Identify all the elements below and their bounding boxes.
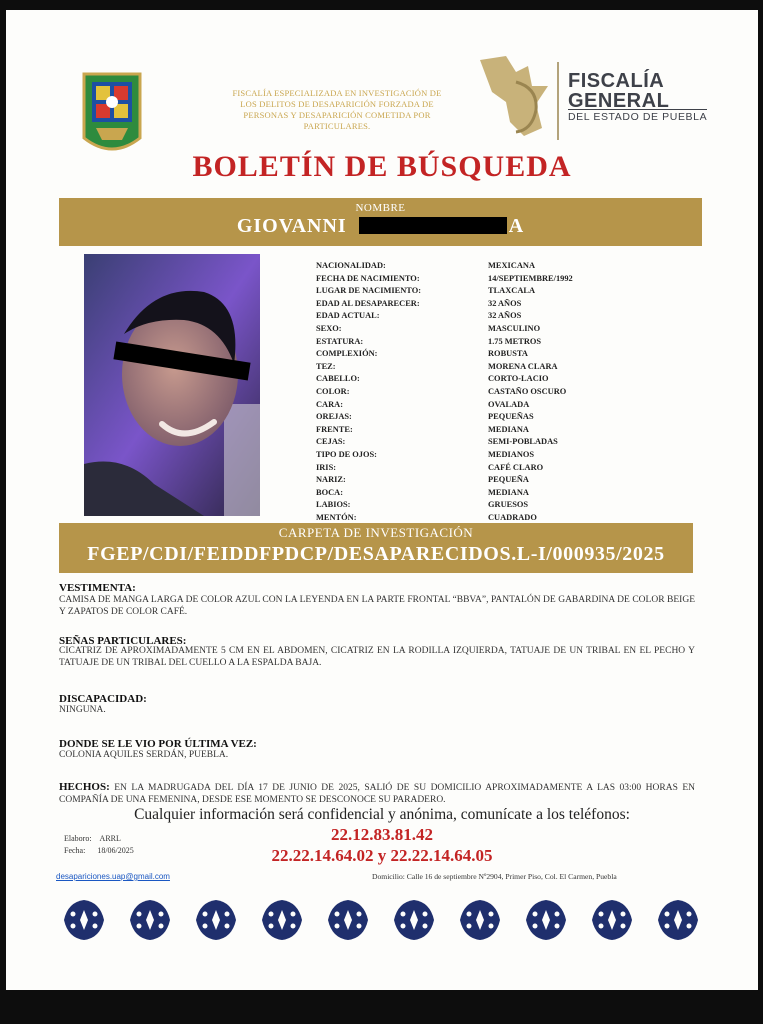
detail-label: CARA: — [316, 399, 343, 409]
office-address: Domicilio: Calle 16 de septiembre Nº2904, Primer Piso, Col. El Carmen, Puebla — [372, 872, 617, 881]
detail-value: CUADRADO — [488, 512, 537, 522]
ornament-motif — [262, 900, 302, 940]
org-line-3: PERSONAS Y DESAPARICIÓN COMETIDA POR — [243, 110, 431, 120]
detail-value: CAFÉ CLARO — [488, 462, 544, 472]
detail-value: ROBUSTA — [488, 349, 528, 359]
missing-person-photo — [84, 254, 260, 516]
search-bulletin-sheet — [6, 10, 758, 990]
detail-value: 32 AÑOS — [488, 298, 522, 308]
detail-label: COLOR: — [316, 386, 350, 396]
person-name — [59, 215, 702, 238]
fiscalia-line-2: GENERAL — [568, 90, 670, 112]
contact-email-link[interactable]: desapariciones.uap@gmail.com — [56, 872, 170, 881]
date-label: Fecha: — [64, 846, 86, 855]
detail-label: IRIS: — [316, 462, 337, 472]
detail-label: CEJAS: — [316, 437, 346, 447]
disability-text: NINGUNA. — [59, 705, 106, 715]
detail-label: FRENTE: — [316, 424, 353, 434]
facts-heading: HECHOS: — [59, 781, 110, 793]
detail-value: OVALADA — [488, 399, 530, 409]
person-last-name-fragment: A — [508, 215, 525, 237]
facts-text: EN LA MADRUGADA DEL DÍA 17 DE JUNIO DE 2025, SALIÓ DE SU DOMICILIO APROXIMADAMENTE A LAS 03:00 HORAS EN COMPAÑÍA DE UNA FEMENINA, DESDE ESE MOMENTO SE DESCONOCE SU PARADERO. — [59, 783, 696, 805]
physical-description-values — [488, 260, 573, 524]
detail-label: FECHA DE NACIMIENTO: — [316, 273, 420, 283]
talavera-ornament-border — [54, 895, 714, 945]
ornament-motif — [526, 900, 566, 940]
detail-value: PEQUEÑAS — [488, 412, 534, 422]
org-line-1: FISCALÍA ESPECIALIZADA EN INVESTIGACIÓN DE — [232, 88, 442, 98]
elaborated-by-value: ARRL — [99, 834, 121, 843]
puebla-state-seal — [78, 68, 146, 160]
phone-numbers-2: 22.22.14.64.02 y 22.22.14.64.05 — [271, 846, 493, 865]
detail-value: CASTAÑO OSCURO — [488, 386, 567, 396]
detail-label: MENTÓN: — [316, 512, 357, 522]
detail-value: TLAXCALA — [488, 286, 535, 296]
investigation-folder-label: CARPETA DE INVESTIGACIÓN — [278, 525, 474, 540]
bulletin-date — [64, 846, 134, 855]
detail-value: 14/SEPTIEMBRE/1992 — [488, 273, 573, 283]
last-seen-heading: DONDE SE LE VIO POR ÚLTIMA VEZ: — [59, 738, 257, 750]
ornament-motif — [592, 900, 632, 940]
detail-value: MORENA CLARA — [488, 361, 558, 371]
distinguishing-marks-text: CICATRIZ DE APROXIMADAMENTE 5 CM EN EL ABDOMEN, CICATRIZ EN LA RODILLA IZQUIERDA, TATUAJE DE UN TRIBAL EN EL PECHO Y TATUAJE DE UN TRIBAL DEL CUELLO A LA ESPALDA BAJA. — [59, 646, 695, 668]
investigation-folder-number: FGEP/CDI/FEIDDFPDCP/DESAPARECIDOS.L-I/000935/2025 — [87, 543, 665, 565]
name-redaction-bar — [359, 217, 507, 234]
ornament-motif — [328, 900, 368, 940]
detail-value: 32 AÑOS — [488, 311, 522, 321]
fiscalia-line-3: DEL ESTADO DE PUEBLA — [568, 111, 708, 123]
detail-label: ESTATURA: — [316, 336, 364, 346]
detail-value: 1.75 METROS — [488, 336, 542, 346]
last-seen-text: COLONIA AQUILES SERDÁN, PUEBLA. — [59, 750, 229, 760]
detail-label: EDAD AL DESAPARECER: — [316, 298, 420, 308]
contact-line: Cualquier información será confidencial y anónima, comunícate a los teléfonos: — [134, 806, 630, 823]
detail-value: MEXICANA — [488, 261, 535, 270]
detail-label: LUGAR DE NACIMIENTO: — [316, 286, 422, 296]
detail-label: NARIZ: — [316, 475, 346, 485]
fiscalia-line-1: FISCALÍA — [568, 70, 665, 92]
person-first-name: GIOVANNI — [236, 215, 347, 237]
elaborated-by-label: Elaboro: — [64, 834, 92, 843]
date-value: 18/06/2025 — [97, 846, 134, 855]
detail-value: MASCULINO — [488, 323, 541, 333]
detail-label: COMPLEXIÓN: — [316, 349, 378, 359]
physical-description-labels — [316, 260, 421, 524]
ornament-motif — [658, 900, 698, 940]
facts-paragraph — [59, 782, 695, 806]
detail-value: MEDIANOS — [488, 449, 535, 459]
detail-label: SEXO: — [316, 323, 342, 333]
detail-value: MEDIANA — [488, 424, 529, 434]
detail-label: TEZ: — [316, 361, 336, 371]
phone-number-1: 22.12.83.81.42 — [331, 825, 433, 844]
specialized-prosecutor-office-name — [206, 88, 468, 132]
detail-value: GRUESOS — [488, 500, 529, 510]
detail-value: PEQUEÑA — [488, 475, 529, 485]
ornament-motif — [394, 900, 434, 940]
investigation-folder-band — [59, 523, 693, 573]
detail-value: CORTO-LACIO — [488, 374, 549, 384]
detail-value: SEMI-POBLADAS — [488, 437, 558, 447]
elaborated-by — [64, 834, 121, 843]
detail-label: EDAD ACTUAL: — [316, 311, 380, 321]
ornament-motif — [196, 900, 236, 940]
clothing-heading: VESTIMENTA: — [59, 582, 136, 594]
detail-label: BOCA: — [316, 487, 343, 497]
ornament-motif — [460, 900, 500, 940]
name-label: NOMBRE — [355, 202, 406, 214]
detail-value: MEDIANA — [488, 487, 529, 497]
ornament-motif — [64, 900, 104, 940]
name-band — [59, 198, 702, 246]
detail-label: CABELLO: — [316, 374, 360, 384]
detail-label: TIPO DE OJOS: — [316, 449, 377, 459]
org-line-2: LOS DELITOS DE DESAPARICIÓN FORZADA DE — [240, 99, 434, 109]
detail-label: LABIOS: — [316, 500, 351, 510]
distinguishing-marks-heading: SEÑAS PARTICULARES: — [59, 635, 187, 647]
ornament-motif — [130, 900, 170, 940]
org-line-4: PARTICULARES. — [303, 121, 371, 131]
detail-label: OREJAS: — [316, 412, 352, 422]
clothing-text: CAMISA DE MANGA LARGA DE COLOR AZUL CON LA LEYENDA EN LA PARTE FRONTAL “BBVA”, PANTALÓN DE GABARDINA DE COLOR BEIGE Y ZAPATOS DE COLOR CAFÉ. — [59, 595, 695, 617]
disability-heading: DISCAPACIDAD: — [59, 693, 147, 705]
detail-label: NACIONALIDAD: — [316, 261, 386, 270]
bulletin-title: BOLETÍN DE BÚSQUEDA — [192, 150, 572, 183]
